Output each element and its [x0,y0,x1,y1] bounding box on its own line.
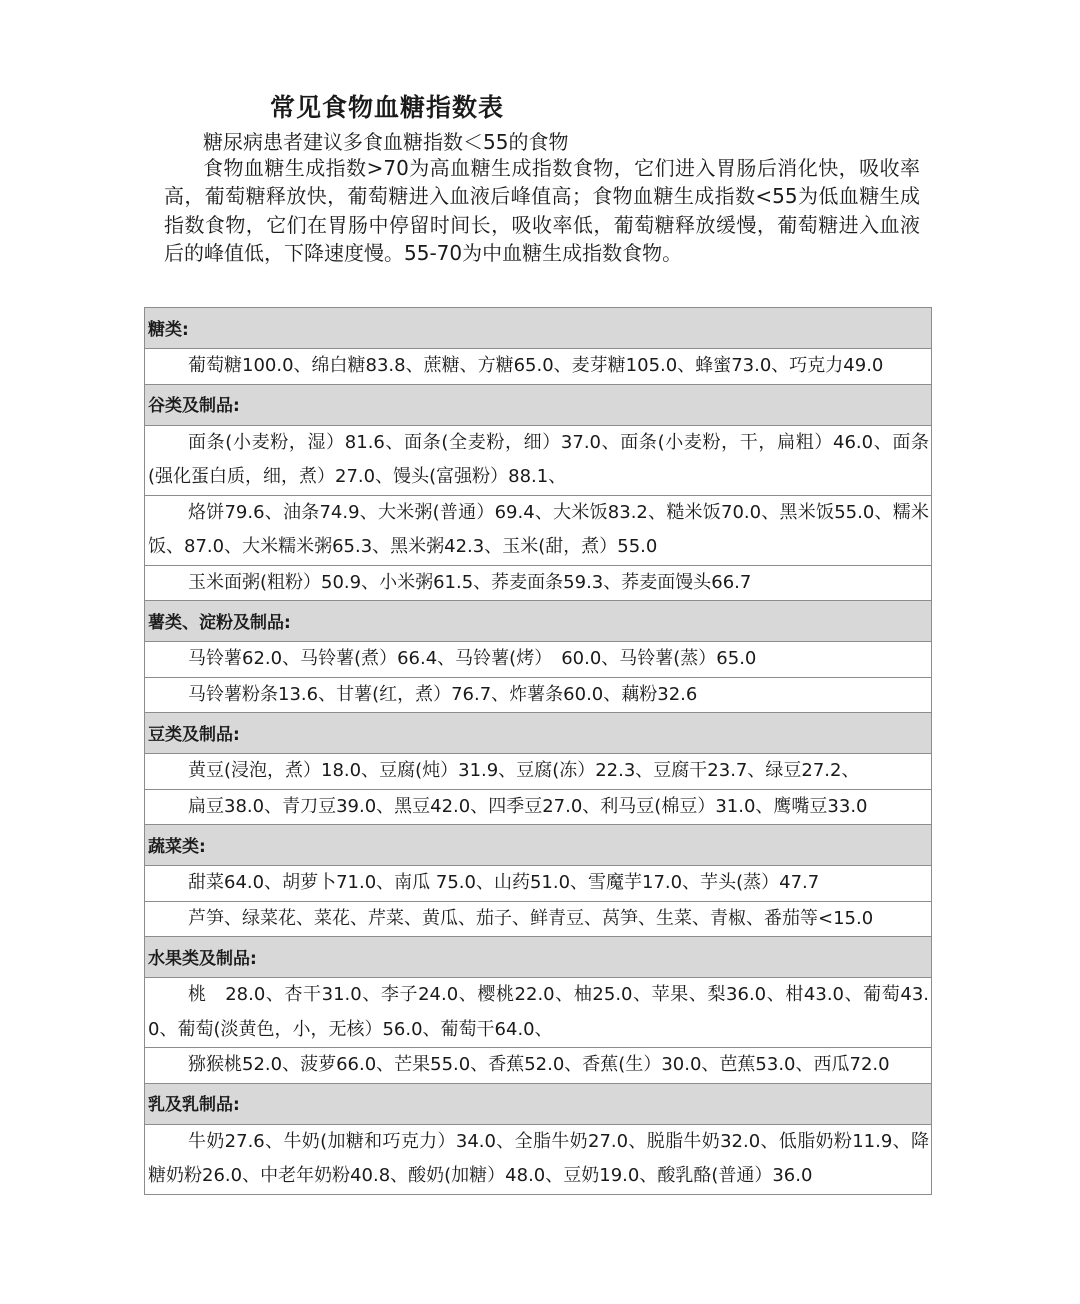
document-subtitle: 糖尿病患者建议多食血糖指数＜55的食物 [203,130,569,154]
glycemic-index-table [144,307,932,1195]
table-row [145,866,932,902]
table-row [145,642,932,678]
category-row-dairy [145,1083,932,1124]
category-header: 薯类、淀粉及制品: [145,601,932,642]
category-header: 谷类及制品: [145,384,932,425]
food-list-cell: 猕猴桃52.0、菠萝66.0、芒果55.0、香蕉52.0、香蕉(生）30.0、芭蕉53.0、西瓜72.0 [145,1048,932,1084]
food-list-cell: 葡萄糖100.0、绵白糖83.8、蔗糖、方糖65.0、麦芽糖105.0、蜂蜜73.0、巧克力49.0 [145,349,932,385]
table-row [145,754,932,790]
table-row [145,789,932,825]
food-list-cell: 玉米面粥(粗粉）50.9、小米粥61.5、荞麦面条59.3、荞麦面馒头66.7 [145,565,932,601]
table-row [145,425,932,495]
food-list-cell: 甜菜64.0、胡萝卜71.0、南瓜 75.0、山药51.0、雪魔芋17.0、芋头(蒸）47.7 [145,866,932,902]
food-list-cell: 马铃薯粉条13.6、甘薯(红，煮）76.7、炸薯条60.0、藕粉32.6 [145,677,932,713]
table-row [145,1124,932,1194]
category-row-tubers [145,601,932,642]
category-row-fruits [145,937,932,978]
category-header: 豆类及制品: [145,713,932,754]
food-list-cell: 桃 28.0、杏干31.0、李子24.0、樱桃22.0、柚25.0、苹果、梨36.0、柑43.0、葡萄43.0、葡萄(淡黄色，小，无核）56.0、葡萄干64.0、 [145,978,932,1048]
table-row [145,495,932,565]
table-row [145,978,932,1048]
table-row [145,349,932,385]
table-row [145,565,932,601]
food-list-cell: 芦笋、绿菜花、菜花、芹菜、黄瓜、茄子、鲜青豆、莴笋、生菜、青椒、番茄等<15.0 [145,901,932,937]
category-row-beans [145,713,932,754]
food-list-cell: 面条(小麦粉，湿）81.6、面条(全麦粉，细）37.0、面条(小麦粉，干，扁粗）46.0、面条(强化蛋白质，细，煮）27.0、馒头(富强粉）88.1、 [145,425,932,495]
food-list-cell: 马铃薯62.0、马铃薯(煮）66.4、马铃薯(烤） 60.0、马铃薯(蒸）65.0 [145,642,932,678]
intro-paragraph: 食物血糖生成指数>70为高血糖生成指数食物，它们进入胃肠后消化快，吸收率高，葡萄糖释放快，葡萄糖进入血液后峰值高；食物血糖生成指数<55为低血糖生成指数食物，它们在胃肠中停留时间长，吸收率低，葡萄糖释放缓慢，葡萄糖进入血液后的峰值低，下降速度慢。55-70为中血糖生成指数食物。 [164,156,920,266]
food-list-cell: 牛奶27.6、牛奶(加糖和巧克力）34.0、全脂牛奶27.0、脱脂牛奶32.0、低脂奶粉11.9、降糖奶粉26.0、中老年奶粉40.8、酸奶(加糖）48.0、豆奶19.0、酸乳酪(普通）36.0 [145,1124,932,1194]
food-list-cell: 扁豆38.0、青刀豆39.0、黑豆42.0、四季豆27.0、利马豆(棉豆）31.0、鹰嘴豆33.0 [145,789,932,825]
table-row [145,1048,932,1084]
category-header: 水果类及制品: [145,937,932,978]
food-list-cell: 黄豆(浸泡，煮）18.0、豆腐(炖）31.9、豆腐(冻）22.3、豆腐干23.7、绿豆27.2、 [145,754,932,790]
category-row-grains [145,384,932,425]
category-row-sugar [145,308,932,349]
category-row-vegetables [145,825,932,866]
category-header: 乳及乳制品: [145,1083,932,1124]
category-header: 糖类: [145,308,932,349]
document-title: 常见食物血糖指数表 [270,93,505,122]
category-header: 蔬菜类: [145,825,932,866]
table-row [145,677,932,713]
food-list-cell: 烙饼79.6、油条74.9、大米粥(普通）69.4、大米饭83.2、糙米饭70.0、黑米饭55.0、糯米饭、87.0、大米糯米粥65.3、黑米粥42.3、玉米(甜，煮）55.0 [145,495,932,565]
table-row [145,901,932,937]
